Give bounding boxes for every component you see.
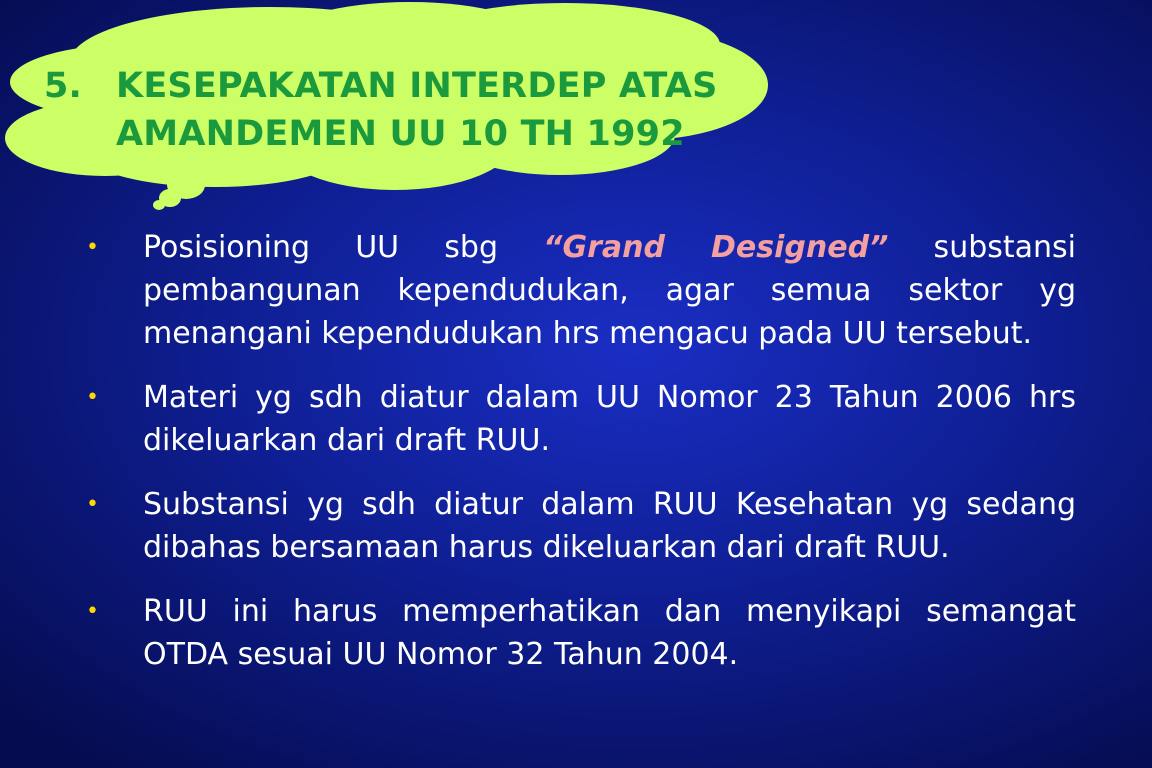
bullet-dot-icon: • bbox=[86, 235, 99, 260]
bullet-text-before: Posisioning UU sbg bbox=[143, 230, 544, 265]
slide-title bbox=[44, 62, 718, 158]
bullet-text: Substansi yg sdh diatur dalam RUU Kesehatan yg sedang dibahas bersamaan harus dikeluarkan dari draft RUU. bbox=[143, 487, 1076, 565]
title-line-2: AMANDEMEN UU 10 TH 1992 bbox=[116, 114, 685, 154]
bullet-list bbox=[86, 226, 1076, 697]
bullet-dot-icon: • bbox=[86, 385, 99, 410]
bullet-text-after: substansi pembangunan kependudukan, agar semua sektor yg menangani kependudukan hrs mengacu pada UU tersebut. bbox=[143, 230, 1076, 351]
bullet-item bbox=[86, 226, 1076, 355]
bullet-item bbox=[86, 590, 1076, 676]
bullet-text: RUU ini harus memperhatikan dan menyikapi semangat OTDA sesuai UU Nomor 32 Tahun 2004. bbox=[143, 594, 1076, 672]
bullet-dot-icon: • bbox=[86, 492, 99, 517]
bullet-emphasis: “Grand Designed” bbox=[543, 230, 889, 265]
bullet-dot-icon: • bbox=[86, 599, 99, 624]
bullet-item bbox=[86, 483, 1076, 569]
title-number: 5. bbox=[44, 66, 83, 106]
bullet-text: Materi yg sdh diatur dalam UU Nomor 23 Tahun 2006 hrs dikeluarkan dari draft RUU. bbox=[143, 380, 1076, 458]
title-line-1: KESEPAKATAN INTERDEP ATAS bbox=[116, 66, 718, 106]
bullet-item bbox=[86, 376, 1076, 462]
